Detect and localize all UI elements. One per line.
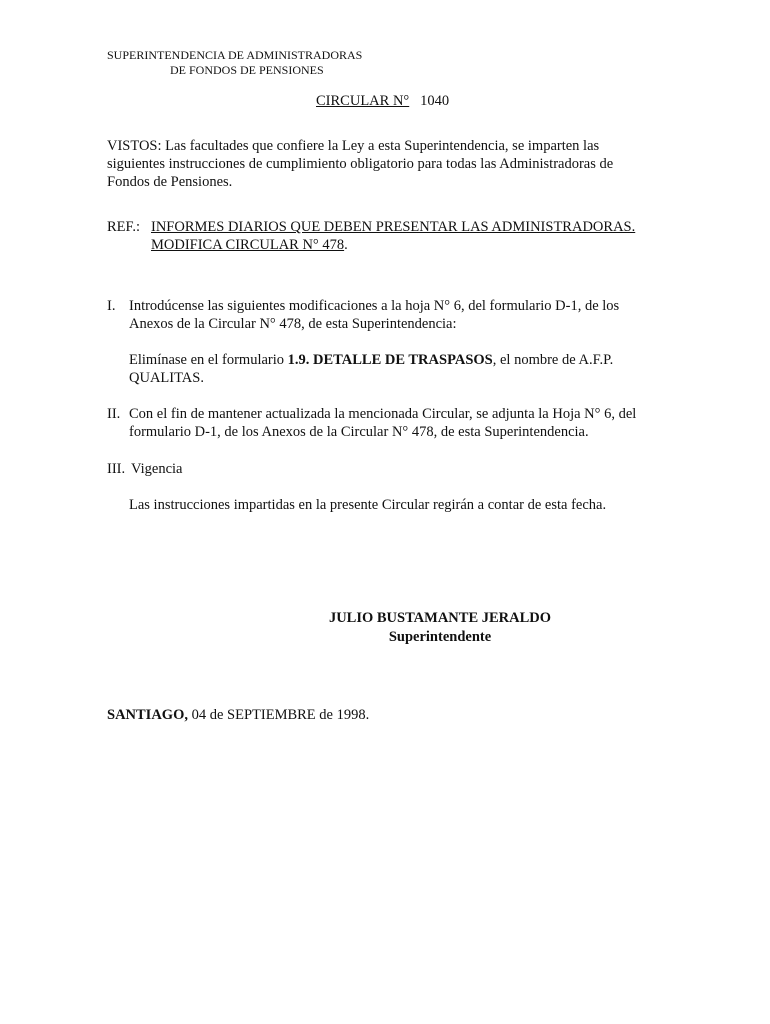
circular-number: 1040 <box>420 93 450 109</box>
section3-number: III. <box>107 461 126 477</box>
section1-line2: Anexos de la Circular N° 478, de esta Superintendencia: <box>129 316 457 332</box>
section1-number: I. <box>107 298 116 314</box>
section3-title: Vigencia <box>131 461 183 477</box>
section1-line1: Introdúcense las siguientes modificaciones a la hoja N° 6, del formulario D-1, de los <box>129 298 620 314</box>
ref-line2-end: . <box>344 237 348 253</box>
footer-place: SANTIAGO, <box>107 707 188 723</box>
footer-place-date <box>107 706 369 724</box>
section2-line1: Con el fin de mantener actualizada la mencionada Circular, se adjunta la Hoja N° 6, del <box>129 406 637 422</box>
section1-sub-bold: 1.9. DETALLE DE TRASPASOS <box>287 352 493 368</box>
vistos-line1: VISTOS: Las facultades que confiere la Ley a esta Superintendencia, se imparten las <box>107 138 600 154</box>
footer-date: 04 de SEPTIEMBRE de 1998. <box>187 707 370 723</box>
vistos-line3: Fondos de Pensiones. <box>107 174 233 190</box>
header-line1: SUPERINTENDENCIA DE ADMINISTRADORAS <box>107 48 363 62</box>
section1-sub-line2: QUALITAS. <box>129 370 204 386</box>
section1-sub-post: , el nombre de A.F.P. <box>492 352 614 368</box>
section3-body: Las instrucciones impartidas en la presente Circular regirán a contar de esta fecha. <box>129 497 607 513</box>
section1-sub-pre: Elimínase en el formulario <box>129 352 288 368</box>
header-line2: DE FONDOS DE PENSIONES <box>170 63 324 77</box>
section2-line2: formulario D-1, de los Anexos de la Circular N° 478, de esta Superintendencia. <box>129 424 589 440</box>
circular-title <box>316 92 449 110</box>
signature-title: Superintendente <box>388 629 492 645</box>
signature-name: JULIO BUSTAMANTE JERALDO <box>328 610 552 626</box>
ref-label: REF.: <box>107 219 141 235</box>
ref-line2: MODIFICA CIRCULAR N° 478 <box>151 237 345 253</box>
ref-line2-wrap <box>151 236 348 254</box>
vistos-line2: siguientes instrucciones de cumplimiento obligatorio para todas las Administradoras de <box>107 156 614 172</box>
circular-label: CIRCULAR N° <box>316 93 410 109</box>
section1-sub-line1 <box>129 351 613 369</box>
ref-line1: INFORMES DIARIOS QUE DEBEN PRESENTAR LAS ADMINISTRADORAS. <box>151 219 636 235</box>
section2-number: II. <box>107 406 121 422</box>
